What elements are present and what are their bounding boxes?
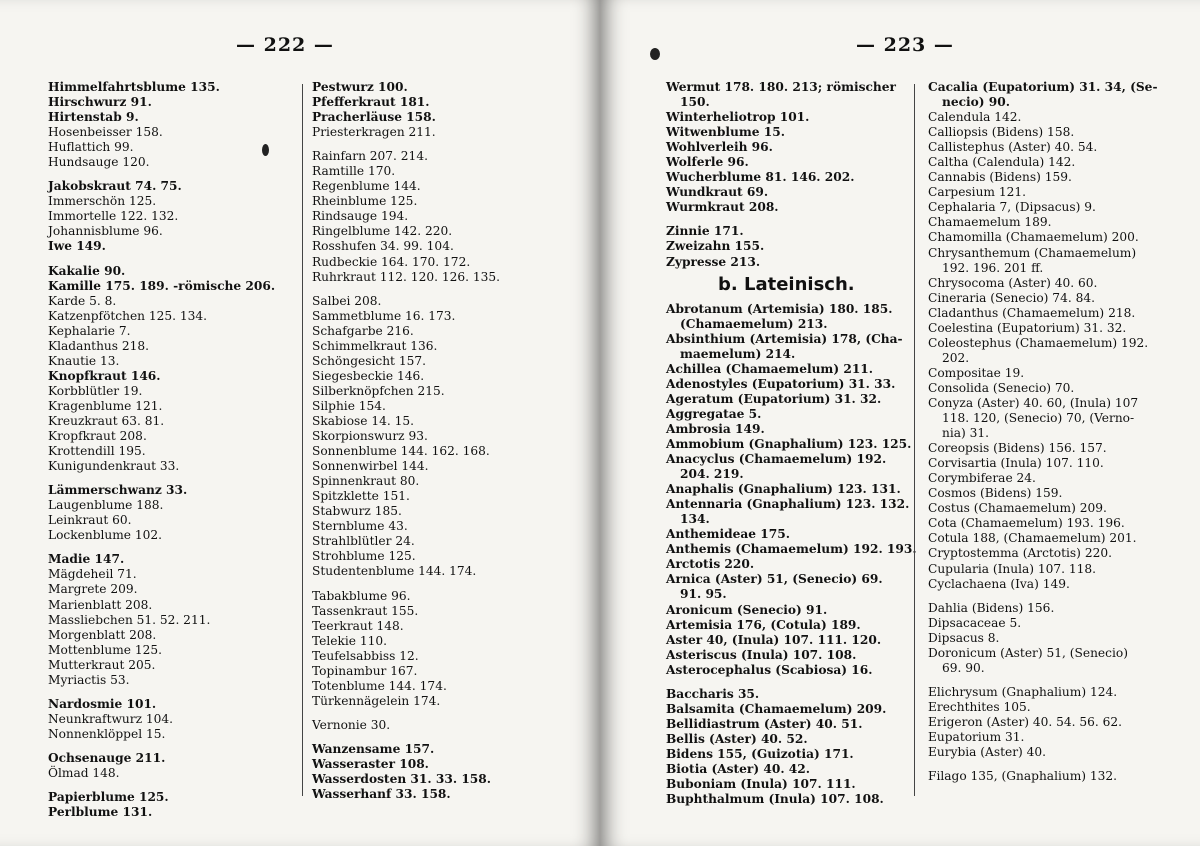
section-gap: [48, 170, 298, 179]
index-entry: Anacyclus (Chamaemelum) 192.: [666, 452, 887, 467]
index-entry: Asterocephalus (Scabiosa) 16.: [666, 662, 873, 677]
index-entry: Cyclachaena (Iva) 149.: [928, 576, 1070, 591]
index-entry: Mutterkraut 205.: [48, 657, 156, 672]
index-entry: Siegesbeckie 146.: [312, 368, 425, 383]
index-entry: Karde 5. 8.: [48, 293, 117, 308]
index-entry: Nonnenklöppel 15.: [48, 726, 166, 741]
index-entry: Ageratum (Eupatorium) 31. 32.: [666, 391, 882, 406]
section-gap: [928, 592, 1198, 601]
index-entry: Consolida (Senecio) 70.: [928, 380, 1075, 395]
index-entry: Myriactis 53.: [48, 672, 130, 687]
index-entry: Salbei 208.: [312, 293, 382, 308]
section-heading: b. Lateinisch.: [718, 273, 855, 295]
page-number: — 222 —: [236, 34, 334, 56]
index-entry: Kamille 175. 189. -römische 206.: [48, 278, 276, 293]
index-entry: Ramtille 170.: [312, 164, 396, 179]
index-entry: Huflattich 99.: [48, 140, 134, 155]
index-entry: Coreopsis (Bidens) 156. 157.: [928, 441, 1107, 456]
index-entry: Wanzensame 157.: [312, 741, 435, 756]
index-entry: Leinkraut 60.: [48, 513, 132, 528]
index-entry: Korbblütler 19.: [48, 383, 143, 398]
index-entry: Wundkraut 69.: [666, 185, 769, 200]
index-entry: Morgenblatt 208.: [48, 627, 157, 642]
index-entry: Rheinblume 125.: [312, 194, 418, 209]
index-entry: Callistephus (Aster) 40. 54.: [928, 140, 1098, 155]
index-entry: Erechthites 105.: [928, 699, 1031, 714]
index-entry: Dipsacaceae 5.: [928, 615, 1022, 630]
index-entry: Erigeron (Aster) 40. 54. 56. 62.: [928, 714, 1123, 729]
index-entry: Ammobium (Gnaphalium) 123. 125.: [666, 436, 912, 451]
index-entry: Margrete 209.: [48, 582, 138, 597]
index-entry: Dipsacus 8.: [928, 630, 1000, 645]
index-entry: Teufelsabbiss 12.: [312, 648, 419, 663]
index-entry: Rindsauge 194.: [312, 209, 409, 224]
index-entry: Cineraria (Senecio) 74. 84.: [928, 290, 1095, 305]
index-entry-continuation: 204. 219.: [680, 467, 744, 482]
index-entry: Priesterkragen 211.: [312, 125, 436, 140]
index-entry: Sammetblume 16. 173.: [312, 308, 456, 323]
ink-speck: [650, 48, 660, 60]
index-entry-continuation: 150.: [680, 95, 710, 110]
index-entry-continuation: (Chamaemelum) 213.: [680, 316, 828, 331]
index-column: [928, 80, 1198, 784]
section-gap: [48, 781, 298, 790]
index-entry: Coelestina (Eupatorium) 31. 32.: [928, 320, 1127, 335]
index-entry: Sonnenblume 144. 162. 168.: [312, 444, 490, 459]
index-entry: Cota (Chamaemelum) 193. 196.: [928, 516, 1125, 531]
index-entry: Ringelblume 142. 220.: [312, 224, 453, 239]
section-gap: [312, 733, 592, 742]
index-entry: Telekie 110.: [312, 633, 388, 648]
index-entry: Wermut 178. 180. 213; römischer: [666, 80, 896, 94]
index-entry: Teerkraut 148.: [312, 618, 404, 633]
index-entry: Balsamita (Chamaemelum) 209.: [666, 701, 887, 716]
index-entry: Madie 147.: [48, 552, 125, 567]
index-entry: Aster 40, (Inula) 107. 111. 120.: [666, 632, 882, 647]
index-entry-continuation: 91. 95.: [680, 587, 727, 602]
index-entry: Asteriscus (Inula) 107. 108.: [666, 647, 857, 662]
index-entry: Coleostephus (Chamaemelum) 192.: [928, 335, 1149, 350]
index-entry: Anaphalis (Gnaphalium) 123. 131.: [666, 482, 901, 497]
index-entry: Silphie 154.: [312, 398, 386, 413]
index-entry: Chrysanthemum (Chamaemelum): [928, 245, 1137, 260]
section-gap: [48, 474, 298, 483]
index-entry: Bidens 155, (Guizotia) 171.: [666, 746, 854, 761]
index-entry: Kreuzkraut 63. 81.: [48, 413, 165, 428]
index-entry: Schafgarbe 216.: [312, 323, 414, 338]
index-entry: Nardosmie 101.: [48, 696, 157, 711]
index-entry: Corvisartia (Inula) 107. 110.: [928, 456, 1104, 471]
index-entry: Schöngesicht 157.: [312, 353, 426, 368]
index-entry: Biotia (Aster) 40. 42.: [666, 761, 811, 776]
index-entry: Achillea (Chamaemelum) 211.: [666, 361, 874, 376]
section-gap: [48, 688, 298, 697]
index-entry: Sternblume 43.: [312, 519, 408, 534]
index-entry: Cladanthus (Chamaemelum) 218.: [928, 305, 1136, 320]
index-entry: Laugenblume 188.: [48, 498, 164, 513]
index-entry: Rainfarn 207. 214.: [312, 149, 428, 164]
index-entry: Wasseraster 108.: [312, 756, 429, 771]
index-entry: Bellidiastrum (Aster) 40. 51.: [666, 716, 863, 731]
index-entry: Schimmelkraut 136.: [312, 338, 438, 353]
index-entry: Buphthalmum (Inula) 107. 108.: [666, 792, 884, 807]
section-gap: [666, 678, 926, 687]
index-entry: Skabiose 14. 15.: [312, 413, 415, 428]
column-rule: [302, 84, 303, 796]
column-rule: [914, 84, 915, 796]
index-entry: Ochsenauge 211.: [48, 750, 166, 765]
index-entry: Caltha (Calendula) 142.: [928, 155, 1076, 170]
index-entry: Elichrysum (Gnaphalium) 124.: [928, 684, 1118, 699]
index-entry: Papierblume 125.: [48, 790, 169, 805]
index-entry: Immerschön 125.: [48, 194, 157, 209]
index-entry: Jakobskraut 74. 75.: [48, 179, 182, 194]
index-entry: Ambrosia 149.: [666, 421, 765, 436]
index-entry-continuation: necio) 90.: [942, 95, 1011, 110]
right-page: [600, 0, 1200, 846]
index-entry: Absinthium (Artemisia) 178, (Cha-: [666, 331, 903, 346]
section-gap: [48, 255, 298, 264]
index-entry: Regenblume 144.: [312, 179, 421, 194]
index-entry: Rudbeckie 164. 170. 172.: [312, 254, 471, 269]
index-entry: Eurybia (Aster) 40.: [928, 745, 1047, 760]
index-entry: Eupatorium 31.: [928, 729, 1025, 744]
index-entry: Marienblatt 208.: [48, 597, 153, 612]
index-entry: Baccharis 35.: [666, 686, 760, 701]
index-entry: Filago 135, (Gnaphalium) 132.: [928, 769, 1118, 784]
page-number: — 223 —: [856, 34, 954, 56]
index-entry: Kropfkraut 208.: [48, 429, 147, 444]
index-entry: Hirtenstab 9.: [48, 110, 139, 125]
index-entry: Zinnie 171.: [666, 224, 744, 239]
index-entry: Aronicum (Senecio) 91.: [666, 602, 828, 617]
index-entry-continuation: 202.: [942, 350, 970, 365]
index-entry: Hundsauge 120.: [48, 155, 150, 170]
index-entry: Doronicum (Aster) 51, (Senecio): [928, 645, 1128, 660]
index-entry: Corymbiferae 24.: [928, 471, 1036, 486]
index-entry: Arctotis 220.: [666, 557, 755, 572]
index-entry: Cacalia (Eupatorium) 31. 34, (Se-: [928, 80, 1158, 94]
index-entry: Carpesium 121.: [928, 185, 1026, 200]
index-entry: Skorpionswurz 93.: [312, 429, 428, 444]
index-entry: Hosenbeisser 158.: [48, 125, 163, 140]
index-entry: Cryptostemma (Arctotis) 220.: [928, 546, 1112, 561]
index-column: [666, 80, 926, 807]
index-entry: Stabwurz 185.: [312, 504, 402, 519]
index-entry: Silberknöpfchen 215.: [312, 383, 445, 398]
index-entry: Calliopsis (Bidens) 158.: [928, 125, 1075, 140]
index-entry: Artemisia 176, (Cotula) 189.: [666, 617, 861, 632]
index-entry: Tassenkraut 155.: [312, 603, 419, 618]
index-entry-continuation: maemelum) 214.: [680, 346, 796, 361]
index-entry: Chamaemelum 189.: [928, 215, 1052, 230]
index-entry: Massliebchen 51. 52. 211.: [48, 612, 211, 627]
index-entry: Topinambur 167.: [312, 663, 418, 678]
index-entry: Vernonie 30.: [312, 717, 391, 732]
section-gap: [928, 676, 1198, 685]
index-entry: Wucherblume 81. 146. 202.: [666, 170, 855, 185]
index-entry: Zweizahn 155.: [666, 239, 765, 254]
index-entry: Lockenblume 102.: [48, 528, 163, 543]
index-entry: Immortelle 122. 132.: [48, 209, 179, 224]
index-entry: Wurmkraut 208.: [666, 200, 779, 215]
index-entry: Himmelfahrtsblume 135.: [48, 80, 220, 94]
ink-speck: [262, 144, 269, 156]
index-entry: Pracherläuse 158.: [312, 110, 436, 125]
index-entry: Cupularia (Inula) 107. 118.: [928, 561, 1097, 576]
index-entry: Anthemideae 175.: [666, 527, 790, 542]
index-entry: Adenostyles (Eupatorium) 31. 33.: [666, 376, 896, 391]
index-entry: Kakalie 90.: [48, 263, 126, 278]
index-entry: Wasserhanf 33. 158.: [312, 787, 451, 802]
index-entry: Kladanthus 218.: [48, 338, 150, 353]
index-entry: Kragenblume 121.: [48, 398, 163, 413]
index-entry: Hirschwurz 91.: [48, 95, 152, 110]
section-gap: [928, 760, 1198, 769]
index-entry: Chamomilla (Chamaemelum) 200.: [928, 230, 1139, 245]
section-gap: [312, 285, 592, 294]
index-entry: Chrysocoma (Aster) 40. 60.: [928, 275, 1098, 290]
index-column: [48, 80, 298, 820]
index-entry: Kephalarie 7.: [48, 323, 131, 338]
index-entry: Kunigundenkraut 33.: [48, 459, 180, 474]
index-entry-continuation: nia) 31.: [942, 426, 990, 441]
index-entry-continuation: 69. 90.: [942, 660, 985, 675]
index-entry: Perlblume 131.: [48, 805, 153, 820]
section-gap: [48, 543, 298, 552]
index-entry: Arnica (Aster) 51, (Senecio) 69.: [666, 572, 883, 587]
index-entry-continuation: 134.: [680, 512, 710, 527]
index-entry: Buboniam (Inula) 107. 111.: [666, 777, 856, 792]
index-entry: Wolferle 96.: [666, 155, 749, 170]
index-entry: Sonnenwirbel 144.: [312, 459, 429, 474]
index-entry: Studentenblume 144. 174.: [312, 564, 477, 579]
index-entry: Aggregatae 5.: [666, 406, 762, 421]
index-entry: Katzenpfötchen 125. 134.: [48, 308, 208, 323]
section-gap: [666, 215, 926, 224]
index-entry-continuation: 118. 120, (Senecio) 70, (Verno-: [942, 411, 1135, 426]
index-entry: Witwenblume 15.: [666, 125, 785, 140]
index-entry: Strohblume 125.: [312, 549, 416, 564]
index-entry: Pfefferkraut 181.: [312, 95, 430, 110]
index-entry: Compositae 19.: [928, 365, 1025, 380]
index-entry: Rosshufen 34. 99. 104.: [312, 239, 454, 254]
index-entry: Antennaria (Gnaphalium) 123. 132.: [666, 497, 910, 512]
index-column: [312, 80, 592, 802]
section-gap: [48, 742, 298, 751]
index-entry: Bellis (Aster) 40. 52.: [666, 731, 808, 746]
index-entry: Strahlblütler 24.: [312, 534, 415, 549]
index-entry: Anthemis (Chamaemelum) 192. 193.: [666, 542, 917, 557]
index-entry: Calendula 142.: [928, 110, 1022, 125]
index-entry: Mottenblume 125.: [48, 642, 163, 657]
index-entry: Dahlia (Bidens) 156.: [928, 600, 1055, 615]
index-entry: Zypresse 213.: [666, 254, 761, 269]
index-entry: Spinnenkraut 80.: [312, 474, 420, 489]
index-entry: Cannabis (Bidens) 159.: [928, 170, 1072, 185]
index-entry: Iwe 149.: [48, 239, 106, 254]
section-gap: [312, 580, 592, 589]
index-entry: Cotula 188, (Chamaemelum) 201.: [928, 531, 1137, 546]
index-entry: Mägdeheil 71.: [48, 567, 137, 582]
index-entry: Ölmad 148.: [48, 765, 120, 780]
index-entry: Abrotanum (Artemisia) 180. 185.: [666, 301, 893, 316]
index-entry: Johannisblume 96.: [48, 224, 163, 239]
index-entry: Lämmerschwanz 33.: [48, 483, 188, 498]
index-entry: Neunkraftwurz 104.: [48, 711, 173, 726]
index-entry: Pestwurz 100.: [312, 80, 408, 94]
index-entry: Knautie 13.: [48, 353, 120, 368]
index-entry: Wasserdosten 31. 33. 158.: [312, 772, 491, 787]
index-entry: Cosmos (Bidens) 159.: [928, 486, 1063, 501]
index-entry: Totenblume 144. 174.: [312, 678, 447, 693]
index-entry: Cephalaria 7, (Dipsacus) 9.: [928, 200, 1096, 215]
index-entry: Knopfkraut 146.: [48, 368, 161, 383]
section-gap: [312, 709, 592, 718]
index-entry-continuation: 192. 196. 201 ff.: [942, 260, 1044, 275]
index-entry: Wohlverleih 96.: [666, 140, 773, 155]
index-entry: Ruhrkraut 112. 120. 126. 135.: [312, 269, 500, 284]
index-entry: Krottendill 195.: [48, 444, 146, 459]
index-entry: Türkennägelein 174.: [312, 693, 441, 708]
index-entry: Costus (Chamaemelum) 209.: [928, 501, 1107, 516]
index-entry: Winterheliotrop 101.: [666, 110, 810, 125]
section-gap: [312, 140, 592, 149]
index-entry: Tabakblume 96.: [312, 588, 411, 603]
index-entry: Conyza (Aster) 40. 60, (Inula) 107: [928, 395, 1139, 410]
index-entry: Spitzklette 151.: [312, 489, 410, 504]
